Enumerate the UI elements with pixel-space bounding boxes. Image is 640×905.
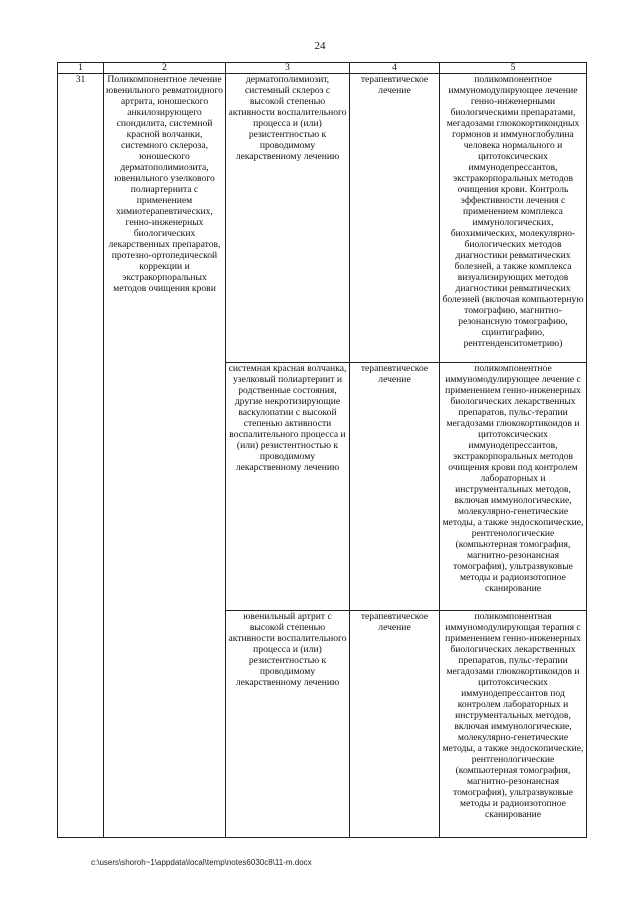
medical-care-table — [57, 62, 587, 838]
header-col-5: 5 — [440, 63, 587, 74]
table-row — [58, 74, 587, 363]
treatment-method: поликомпонентная иммуномодулирующая терапия с применением генно-инженерных биологических лекарственных препаратов, пульс-терапии мегадозами глюкокортикоидов и цитотоксических иммунодепрессантов под контролем лабораторных и инструментальных методов, включая иммунологические, молекулярно-генетические методы, а также эндоскопические, рентгенологические (компьютерная томография, магнитно-резонансная томография), ультразвуковые методы и радиоизотопное сканирование — [440, 611, 587, 838]
header-col-2: 2 — [104, 63, 226, 74]
treatment-type: терапевтическое лечение — [350, 611, 440, 838]
patient-model: дерматополимиозит, системный склероз с высокой степенью активности воспалительного процесса и (или) резистентностью к проводимому лекарственному лечению — [226, 74, 350, 363]
treatment-type: терапевтическое лечение — [350, 363, 440, 611]
footer-file-path: c:\users\shoroh~1\appdata\local\temp\notes6030c8\11-m.docx — [91, 858, 312, 867]
treatment-method: поликомпонентное иммуномодулирующее лечение генно-инженерными биологическими препаратами, мегадозами глюкокортикоидных гормонов и иммуноглобулина человека нормального и цитотоксических иммунодепрессантов, экстракорпоральных методов очищения крови. Контроль эффективности лечения с применением комплекса иммунологических, биохимических, молекулярно-биологических методов диагностики ревматических болезней, а также комплекса визуализирующих методов диагностики ревматических болезней (включая компьютерную томографию, магнитно-резонансную томографию, сцинтиграфию, рентгенденситометрию) — [440, 74, 587, 363]
header-col-1: 1 — [58, 63, 104, 74]
treatment-name: Поликомпонентное лечение ювенильного ревматоидного артрита, юношеского анкилозирующего спондилита, системной красной волчанки, системного склероза, юношеского дерматополимиозита, ювенильного узелкового полиартериита с применением химиотерапевтических, генно-инженерных биологических лекарственных препаратов, протезно-ортопедической коррекции и экстракорпоральных методов очищения крови — [104, 74, 226, 838]
treatment-method: поликомпонентное иммуномодулирующее лечение с применением генно-инженерных биологических лекарственных препаратов, пульс-терапии мегадозами глюкокортикоидов и цитотоксических иммунодепрессантов, экстракорпоральных методов очищения крови под контролем лабораторных и инструментальных методов, включая иммунологические, молекулярно-генетические методы, а также эндоскопические, рентгенологические (компьютерная томография, магнитно-резонансная томография), ультразвуковые методы и радиоизотопное сканирование — [440, 363, 587, 611]
header-col-3: 3 — [226, 63, 350, 74]
patient-model: системная красная волчанка, узелковый полиартериит и родственные состояния, другие некротизирующие васкулопатии с высокой степенью активности воспалительного процесса и (или) резистентностью к проводимому лекарственному лечению — [226, 363, 350, 611]
patient-model: ювенильный артрит с высокой степенью активности воспалительного процесса и (или) резистентностью к проводимому лекарственному лечению — [226, 611, 350, 838]
row-number: 31 — [58, 74, 104, 838]
treatment-type: терапевтическое лечение — [350, 74, 440, 363]
table-header-row — [58, 63, 587, 74]
page-number: 24 — [314, 40, 326, 52]
header-col-4: 4 — [350, 63, 440, 74]
